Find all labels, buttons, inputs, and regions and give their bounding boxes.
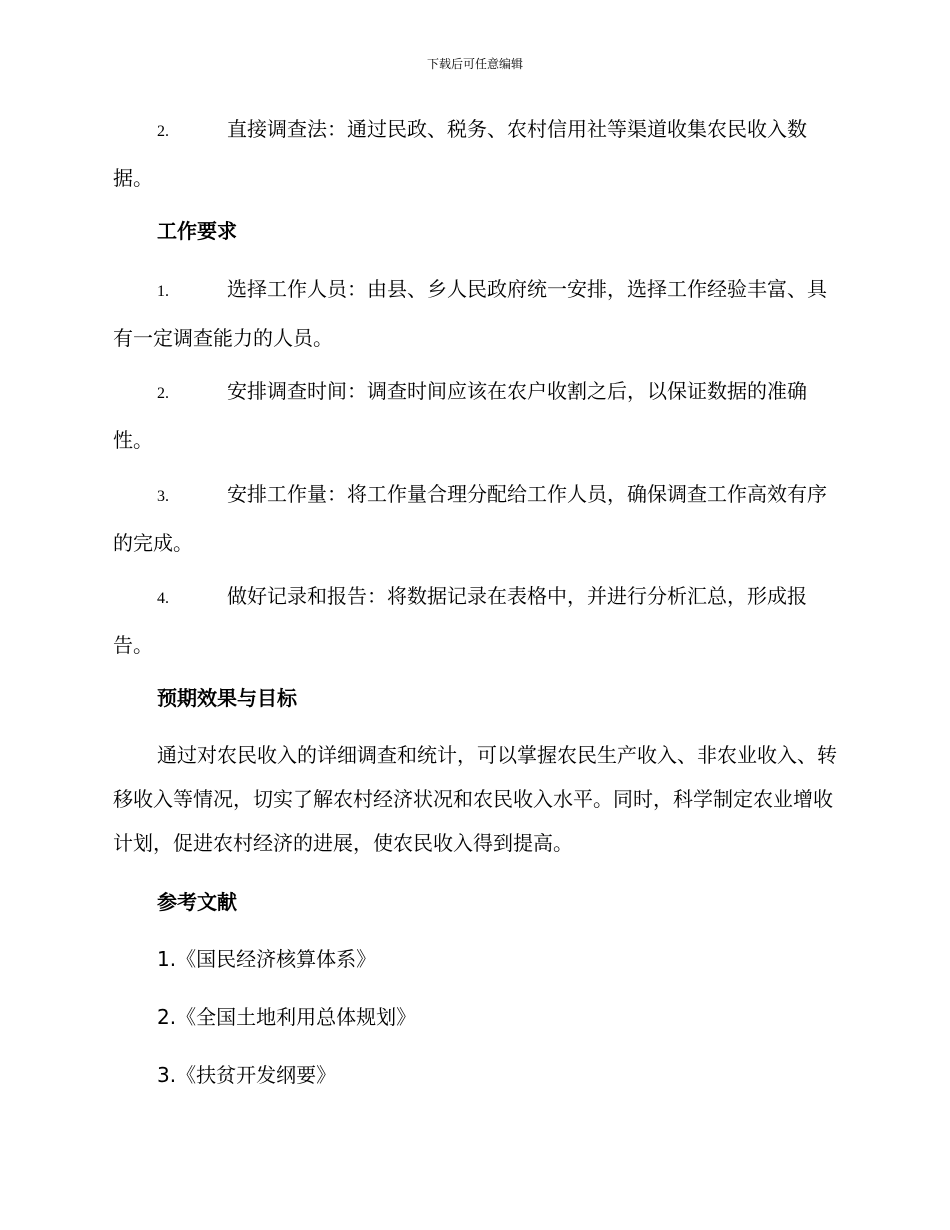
method-item [113,106,838,201]
list-text: 直接调查法：通过民政、税务、农村信用社等渠道收集农民收入数据。 [113,117,807,190]
section-heading-effects: 预期效果与目标 [157,686,297,710]
list-text: 选择工作人员：由县、乡人民政府统一安排，选择工作经验丰富、具有一定调查能力的人员。 [113,277,827,350]
list-number: 3. [157,488,169,505]
reference-item: 3.《扶贫开发纲要》 [157,1063,337,1087]
list-item [113,266,838,361]
list-number: 1. [157,283,169,300]
list-text: 安排调查时间：调查时间应该在农户收割之后，以保证数据的准确性。 [113,379,807,452]
list-item [113,368,838,463]
list-text: 做好记录和报告：将数据记录在表格中，并进行分析汇总，形成报告。 [113,584,807,657]
list-text: 安排工作量：将工作量合理分配给工作人员，确保调查工作高效有序的完成。 [113,482,827,555]
list-item [113,471,838,566]
reference-item: 2.《全国土地利用总体规划》 [157,1005,417,1029]
section-heading-requirements: 工作要求 [157,219,237,243]
section-heading-references: 参考文献 [157,890,237,914]
list-number: 2. [157,123,169,140]
list-number: 2. [157,385,169,402]
page-header: 下载后可任意编辑 [426,57,523,71]
effects-paragraph: 通过对农民收入的详细调查和统计，可以掌握农民生产收入、非农业收入、转移收入等情况，切实了解农村经济状况和农民收入水平。同时，科学制定农业增收计划，促进农村经济的进展，使农民收入得到提高。 [113,743,837,855]
reference-item: 1.《国民经济核算体系》 [157,947,377,971]
list-item [113,573,838,668]
list-number: 4. [157,590,169,607]
